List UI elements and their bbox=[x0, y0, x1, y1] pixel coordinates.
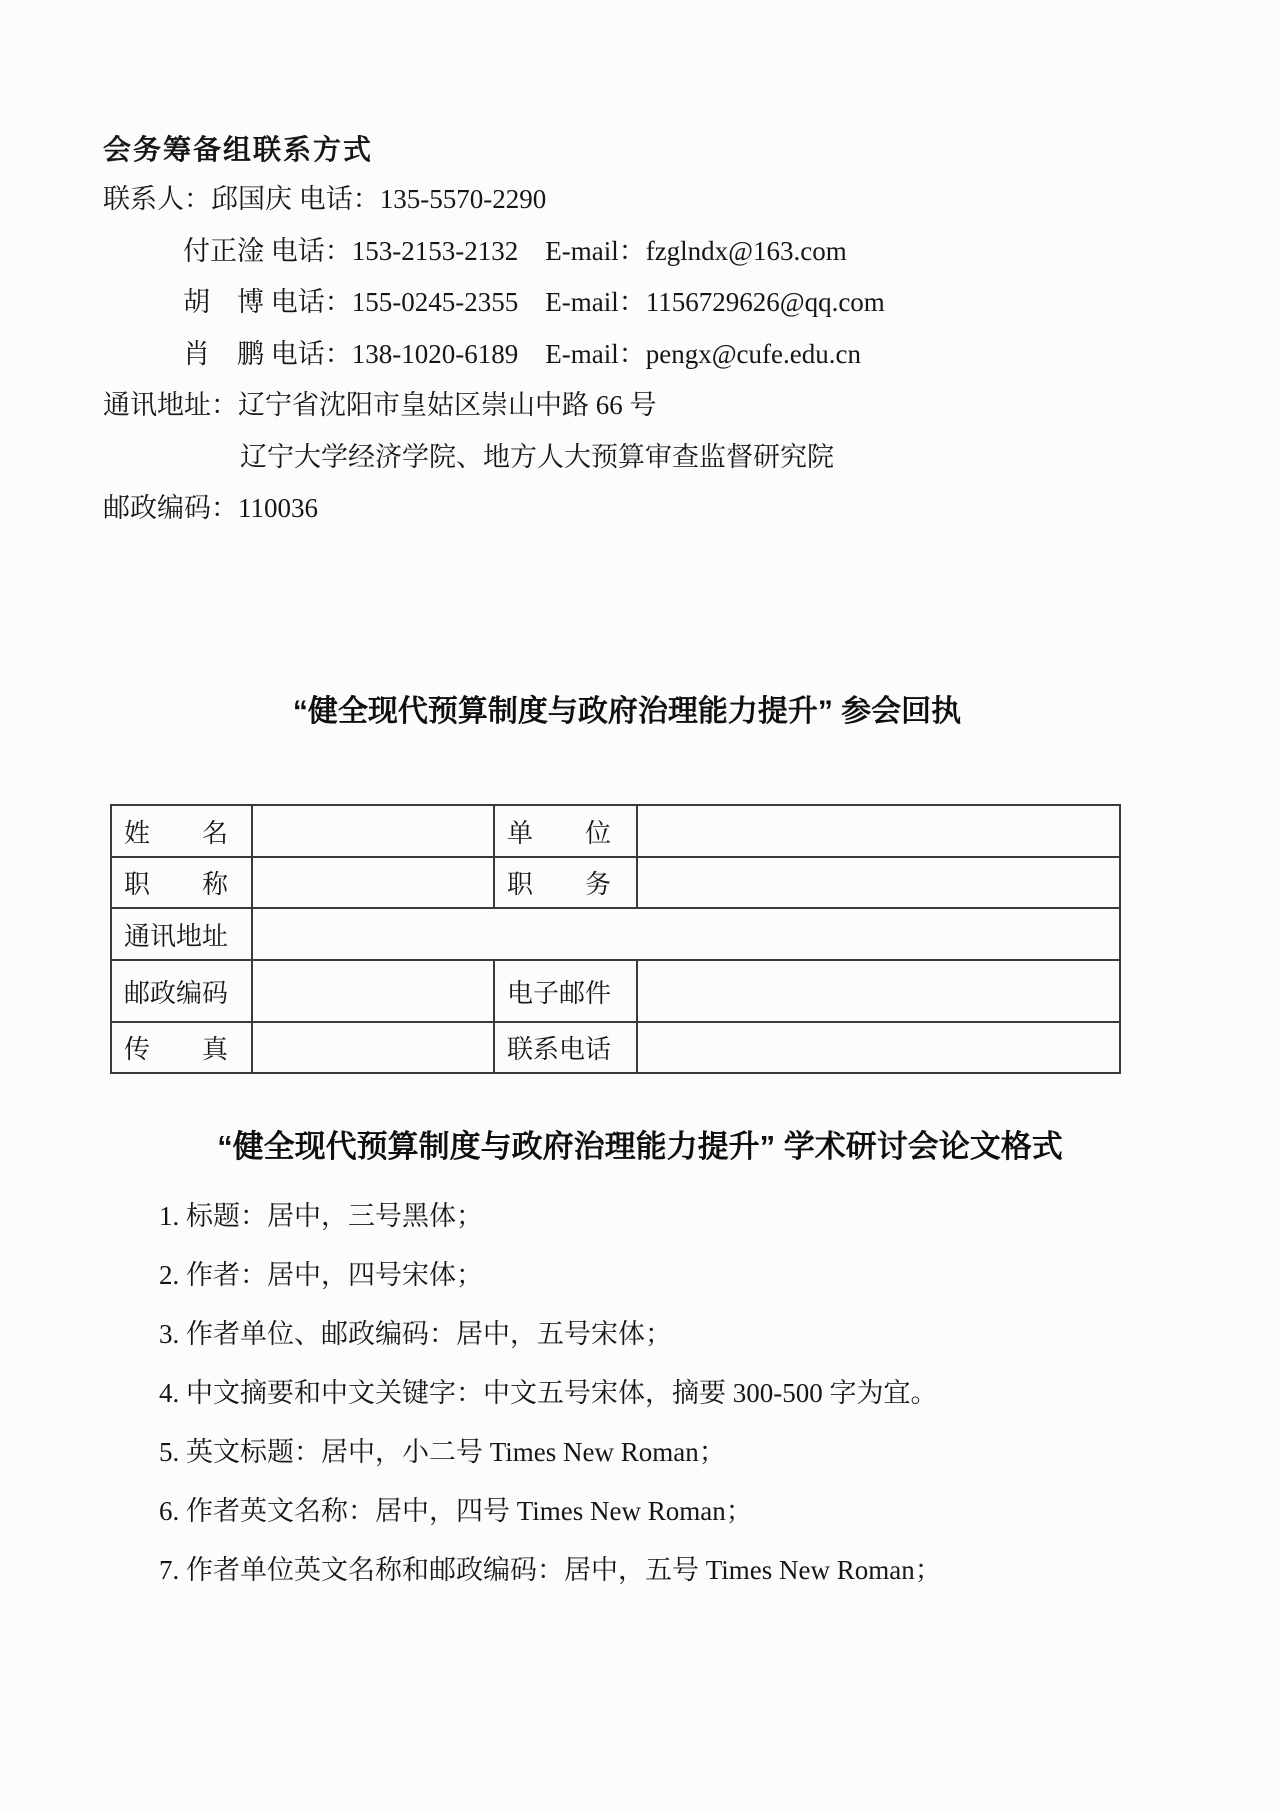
list-item: 6. 作者英文名称：居中，四号 Times New Roman； bbox=[159, 1496, 753, 1526]
fax-label: 传 真 bbox=[111, 1022, 252, 1073]
unit-value-cell bbox=[637, 805, 1120, 857]
postal-code-line: 邮政编码：110036 bbox=[103, 493, 318, 523]
table-row bbox=[111, 857, 1120, 908]
contact-line-primary: 联系人：邱国庆 电话：135-5570-2290 bbox=[103, 184, 547, 214]
contact-line-xiao: 肖 鹏 电话：138-1020-6189 E-mail：pengx@cufe.edu.cn bbox=[183, 338, 861, 369]
table-row bbox=[111, 805, 1120, 857]
table-row bbox=[111, 1022, 1120, 1073]
position-label: 职 务 bbox=[494, 857, 637, 908]
professional-title-label: 职 称 bbox=[111, 857, 252, 908]
position-value-cell bbox=[637, 857, 1120, 908]
list-item: 5. 英文标题：居中，小二号 Times New Roman； bbox=[159, 1437, 726, 1467]
professional-title-value-cell bbox=[252, 857, 494, 908]
reply-form-table bbox=[110, 804, 1121, 1074]
table-row bbox=[111, 908, 1120, 960]
fax-value-cell bbox=[252, 1022, 494, 1073]
mailing-address-line: 通讯地址：辽宁省沈阳市皇姑区崇山中路 66 号 bbox=[103, 390, 657, 420]
contact-section bbox=[103, 128, 1220, 535]
address-value-cell bbox=[252, 908, 1120, 960]
paper-format-title: “健全现代预算制度与政府治理能力提升” 学术研讨会论文格式 bbox=[217, 1129, 1063, 1164]
paper-format-list bbox=[159, 1187, 1240, 1600]
mailing-address-line-2: 辽宁大学经济学院、地方人大预算审查监督研究院 bbox=[240, 441, 834, 472]
table-row bbox=[111, 960, 1120, 1022]
contact-section-heading: 会务筹备组联系方式 bbox=[103, 135, 374, 166]
postcode-value-cell bbox=[252, 960, 494, 1022]
reply-form-title: “健全现代预算制度与政府治理能力提升” 参会回执 bbox=[292, 695, 962, 728]
list-item: 7. 作者单位英文名称和邮政编码：居中，五号 Times New Roman； bbox=[159, 1555, 942, 1585]
address-label: 通讯地址 bbox=[111, 908, 252, 960]
email-label: 电子邮件 bbox=[494, 960, 637, 1022]
contact-line-fu: 付正淦 电话：153-2153-2132 E-mail：fzglndx@163.com bbox=[183, 235, 847, 266]
postcode-label: 邮政编码 bbox=[111, 960, 252, 1022]
name-value-cell bbox=[252, 805, 494, 857]
name-label: 姓 名 bbox=[111, 805, 252, 857]
phone-label: 联系电话 bbox=[494, 1022, 637, 1073]
list-item: 4. 中文摘要和中文关键字：中文五号宋体，摘要 300-500 字为宜。 bbox=[159, 1378, 938, 1408]
list-item: 3. 作者单位、邮政编码：居中，五号宋体； bbox=[159, 1319, 672, 1349]
unit-label: 单 位 bbox=[494, 805, 637, 857]
list-item: 2. 作者：居中，四号宋体； bbox=[159, 1260, 483, 1290]
list-item: 1. 标题：居中，三号黑体； bbox=[159, 1201, 483, 1231]
email-value-cell bbox=[637, 960, 1120, 1022]
phone-value-cell bbox=[637, 1022, 1120, 1073]
contact-line-hu: 胡 博 电话：155-0245-2355 E-mail：1156729626@qq.com bbox=[183, 287, 885, 317]
